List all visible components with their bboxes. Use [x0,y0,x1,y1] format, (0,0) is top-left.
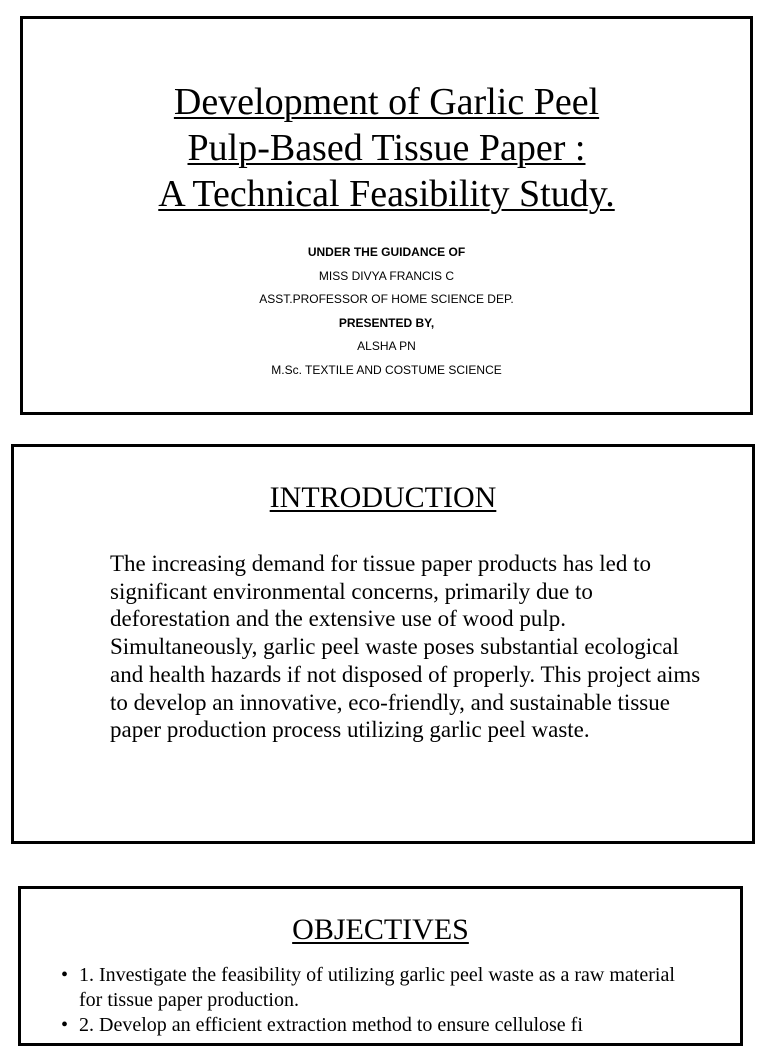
objectives-heading: OBJECTIVES [292,913,469,946]
list-item [61,1013,701,1038]
title-line-2: Pulp-Based Tissue Paper : [187,127,586,169]
title-line-1: Development of Garlic Peel [173,81,600,123]
guidance-heading: UNDER THE GUIDANCE OF [307,245,466,259]
title-slide [20,16,753,415]
objectives-slide [18,886,743,1046]
bullet-icon: • [61,1014,69,1036]
credits-block [23,241,750,382]
objective-text: 1. Investigate the feasibility of utilizing garlic peel waste as a raw material for tissue paper production. [79,964,675,1011]
presentation-title [23,79,750,217]
introduction-slide [11,444,755,844]
presenter-name: ALSHA PN [357,339,416,353]
bullet-icon: • [61,964,69,986]
objectives-list [61,963,701,1038]
presenter-course: M.Sc. TEXTILE AND COSTUME SCIENCE [271,362,502,377]
guide-title: ASST.PROFESSOR OF HOME SCIENCE DEP. [259,292,514,306]
presented-heading: PRESENTED BY, [338,315,435,330]
introduction-heading: INTRODUCTION [269,481,497,514]
title-line-3: A Technical Feasibility Study. [158,173,615,215]
objective-text: 2. Develop an efficient extraction method to ensure cellulose fi [79,1014,583,1036]
list-item [61,963,701,1013]
guide-name: MISS DIVYA FRANCIS C [318,268,455,283]
introduction-body: The increasing demand for tissue paper products has led to significant environmental concerns, primarily due to deforestation and the extensive use of wood pulp. Simultaneously, garlic peel waste poses substantial ecological and health hazards if not disposed of properly. This project aims to develop an innovative, eco-friendly, and sustainable tissue paper production process utilizing garlic peel waste. [110,551,701,743]
